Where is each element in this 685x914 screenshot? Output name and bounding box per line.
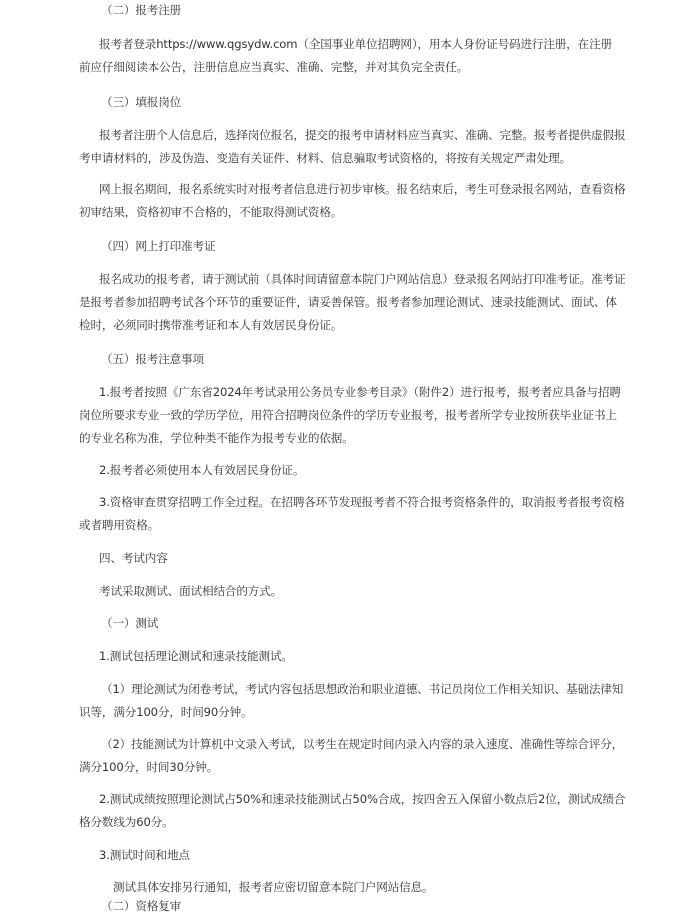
paragraph-line: 1.报考者按照《广东省2024年考试录用公务员专业参考目录》（附件2）进行报考，报考者应具备与招聘 [99, 385, 621, 399]
paragraph-line: 报考者注册个人信息后，选择岗位报名，提交的报考申请材料应当真实、准确、完整。报考者提供虚假报 [99, 128, 626, 142]
paragraph-line: 考申请材料的，涉及伪造、变造有关证件、材料、信息骗取考试资格的，将按有关规定严肃处理。 [79, 151, 572, 165]
paragraph-line: 初审结果，资格初审不合格的，不能取得测试资格。 [79, 205, 343, 219]
paragraph-line: 3.测试时间和地点 [99, 848, 190, 862]
paragraph-line: 报考者登录https://www.qgsydw.com（全国事业单位招聘网），用本人身份证号码进行注册，在注册 [99, 37, 613, 51]
paragraph-line: 前应仔细阅读本公告，注册信息应当真实、准确、完整，并对其负完全责任。 [79, 60, 469, 74]
paragraph-line: 满分100分，时间30分钟。 [79, 760, 219, 774]
section-heading-exam-content: 四、考试内容 [99, 551, 168, 565]
paragraph-line: （2）技能测试为计算机中文录入考试，以考生在规定时间内录入内容的录入速度、准确性等综合评分， [101, 737, 624, 751]
paragraph-line: 3.资格审查贯穿招聘工作全过程。在招聘各环节发现报考者不符合报考资格条件的，取消报考者报考资格 [99, 495, 625, 509]
subheading-test: （一）测试 [101, 616, 159, 630]
paragraph-line: 网上报名期间，报名系统实时对报考者信息进行初步审核。报名结束后，考生可登录报名网站，查看资格 [99, 182, 626, 196]
paragraph-line: 格分数线为60分。 [79, 815, 174, 829]
subheading-notes: （五）报考注意事项 [101, 352, 204, 366]
paragraph-line: （1）理论测试为闭卷考试，考试内容包括思想政治和职业道德、书记员岗位工作相关知识、基础法律知 [101, 682, 624, 696]
paragraph-line: 2.报考者必须使用本人有效居民身份证。 [99, 463, 305, 477]
paragraph-line: 是报考者参加招聘考试各个环节的重要证件，请妥善保管。报考者参加理论测试、速录技能测试、面试、体 [79, 295, 617, 309]
paragraph-line: 测试具体安排另行通知，报考者应密切留意本院门户网站信息。 [113, 880, 434, 894]
subheading-fill-position: （三）填报岗位 [101, 95, 182, 109]
paragraph-line: 识等，满分100分，时间90分钟。 [79, 705, 253, 719]
paragraph-line: 报名成功的报考者，请于测试前（具体时间请留意本院门户网站信息）登录报名网站打印准考证。准考证 [99, 272, 626, 286]
paragraph-line: 的专业名称为准，学位种类不能作为报考专业的依据。 [79, 431, 354, 445]
paragraph-line: 或者聘用资格。 [79, 518, 160, 532]
subheading-admission-ticket: （四）网上打印准考证 [101, 239, 216, 253]
paragraph-line: 岗位所要求专业一致的学历学位，用符合招聘岗位条件的学历专业报考，报考者所学专业按所获毕业证书上 [79, 408, 617, 422]
paragraph-line: 1.测试包括理论测试和速录技能测试。 [99, 649, 293, 663]
subheading-registration: （二）报考注册 [101, 3, 182, 17]
paragraph-line: 2.测试成绩按照理论测试占50%和速录技能测试占50%合成，按四舍五入保留小数点后2位，测试成绩合 [99, 792, 626, 806]
paragraph-line: 考试采取测试、面试相结合的方式。 [99, 584, 283, 598]
subheading-requalification: （二）资格复审 [101, 899, 182, 913]
paragraph-line: 检时，必须同时携带准考证和本人有效居民身份证。 [79, 318, 343, 332]
